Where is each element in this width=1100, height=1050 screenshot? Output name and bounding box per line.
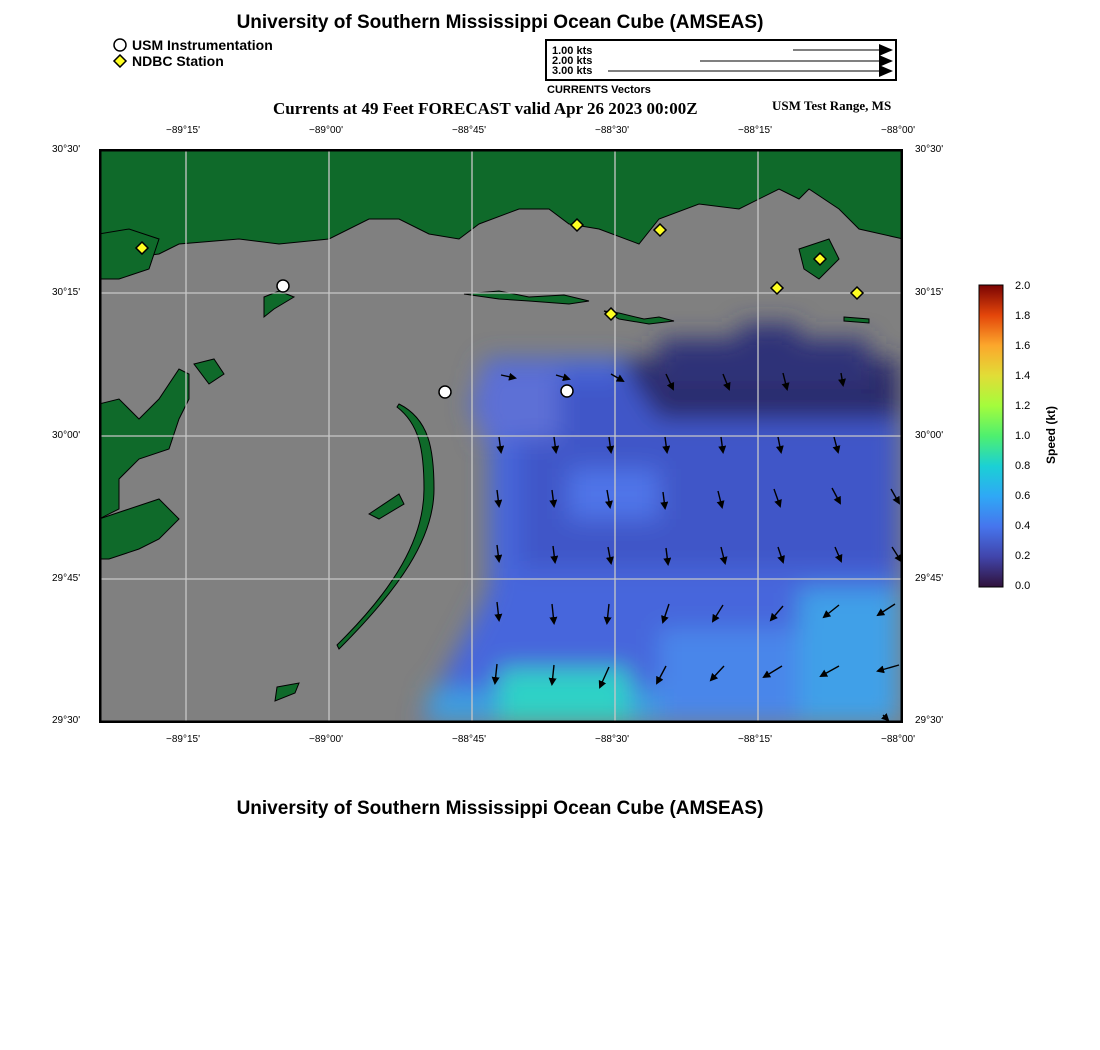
colorbar-tick: 1.8	[1015, 310, 1031, 322]
usm-station-marker	[439, 386, 451, 398]
legend-ndbc-label: NDBC Station	[132, 53, 224, 69]
colorbar-tick: 1.2	[1015, 400, 1031, 412]
speed-colorbar	[978, 284, 1004, 588]
lon-tick-bottom: −89°15'	[166, 734, 200, 745]
colorbar-tick: 1.6	[1015, 340, 1031, 352]
vector-scale-arrows	[547, 41, 895, 79]
lon-tick-bottom: −88°45'	[452, 734, 486, 745]
lon-tick-bottom: −88°30'	[595, 734, 629, 745]
vector-scale-1: 1.00 kts	[552, 45, 593, 57]
map-subtitle: Currents at 49 Feet FORECAST valid Apr 26 2023 00:00Z	[273, 99, 698, 118]
lat-tick-right: 30°30'	[915, 144, 944, 155]
lon-tick-top: −88°45'	[452, 125, 486, 136]
yellow-diamond-icon	[112, 54, 128, 68]
lat-tick-left: 30°30'	[52, 144, 81, 155]
legend-usm-row	[112, 37, 273, 53]
colorbar-label: Speed (kt)	[1044, 406, 1058, 465]
current-map	[99, 149, 903, 723]
colorbar-tick: 2.0	[1015, 280, 1031, 292]
lat-tick-left: 29°30'	[52, 715, 81, 726]
colorbar-tick: 1.0	[1015, 430, 1031, 442]
vector-scale-box	[545, 39, 897, 81]
colorbar-tick: 1.4	[1015, 370, 1031, 382]
lon-tick-bottom: −88°15'	[738, 734, 772, 745]
lat-tick-right: 30°00'	[915, 430, 944, 441]
footer-title: University of Southern Mississippi Ocean Cube (AMSEAS)	[236, 798, 764, 819]
white-circle-icon	[112, 38, 128, 52]
colorbar-tick: 0.2	[1015, 550, 1031, 562]
colorbar-tick: 0.8	[1015, 460, 1031, 472]
lon-tick-top: −89°00'	[309, 125, 343, 136]
lon-tick-bottom: −88°00'	[881, 734, 915, 745]
lat-tick-left: 30°15'	[52, 287, 81, 298]
lat-tick-right: 29°45'	[915, 573, 944, 584]
region-label: USM Test Range, MS	[772, 98, 892, 113]
lon-tick-top: −88°30'	[595, 125, 629, 136]
colorbar-tick: 0.0	[1015, 580, 1031, 592]
marker-legend	[112, 37, 273, 69]
lon-tick-bottom: −89°00'	[309, 734, 343, 745]
usm-station-marker	[277, 280, 289, 292]
lon-tick-top: −89°15'	[166, 125, 200, 136]
page-title: University of Southern Mississippi Ocean Cube (AMSEAS)	[236, 12, 764, 33]
vector-scale-2: 2.00 kts	[552, 55, 593, 67]
lat-tick-right: 29°30'	[915, 715, 944, 726]
lat-tick-right: 30°15'	[915, 287, 944, 298]
lon-tick-top: −88°15'	[738, 125, 772, 136]
lat-tick-left: 29°45'	[52, 573, 81, 584]
usm-station-marker	[561, 385, 573, 397]
vector-scale-3: 3.00 kts	[552, 65, 593, 77]
lon-tick-top: −88°00'	[881, 125, 915, 136]
legend-usm-label: USM Instrumentation	[132, 37, 273, 53]
colorbar-tick: 0.4	[1015, 520, 1031, 532]
lat-tick-left: 30°00'	[52, 430, 81, 441]
speed-field	[419, 324, 899, 723]
colorbar-tick: 0.6	[1015, 490, 1031, 502]
vector-scale-title: CURRENTS Vectors	[547, 84, 651, 96]
legend-ndbc-row	[112, 53, 273, 69]
